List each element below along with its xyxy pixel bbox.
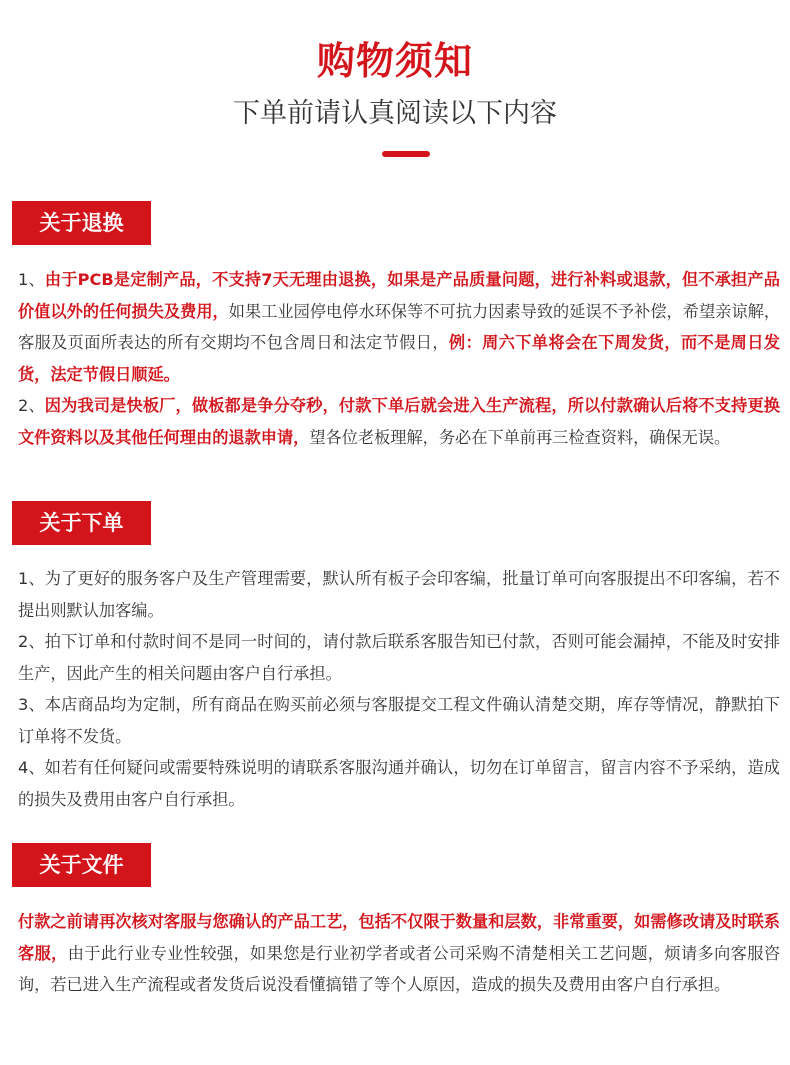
page-subtitle: 下单前请认真阅读以下内容	[233, 98, 557, 129]
returns-item-2-number: 2、	[18, 396, 45, 415]
returns-item-1-text: 如果工业园停电停水环保等不可抗力因素导致的延误不予补偿，希望亲谅解，客服及页面所表达的所有交期均不包含周日和法定节假日，	[18, 301, 781, 352]
section-tag-ordering: 关于下单	[12, 501, 151, 545]
page-title: 购物须知	[316, 39, 473, 83]
returns-item-2-emphasis: 因为我司是快板厂，做板都是争分夺秒，付款下单后就会进入生产流程，所以付款确认后将不支持更换文件资料以及其他任何理由的退款申请，	[18, 396, 780, 447]
ordering-item-1: 1、为了更好的服务客户及生产管理需要，默认所有板子会印客编，批量订单可向客服提出不印客编，若不提出则默认加客编。	[18, 569, 780, 620]
section-tag-returns: 关于退换	[12, 201, 151, 245]
page-header	[0, 0, 790, 170]
title-underline-divider	[382, 151, 430, 157]
returns-item-2-text: 望各位老板理解，务必在下单前再三检查资料，确保无误。	[309, 427, 731, 447]
returns-item-2	[18, 390, 780, 453]
files-emphasis: 付款之前请再次核对客服与您确认的产品工艺，包括不仅限于数量和层数，非常重要，如需修改请及时联系客服，	[18, 912, 780, 963]
returns-item-1-example: 例：周六下单将会在下周发货，而不是周日发货，法定节假日顺延。	[18, 333, 781, 384]
returns-item-1-number: 1、	[18, 270, 45, 289]
returns-item-1-emphasis: 由于PCB是定制产品，不支持7天无理由退换，如果是产品质量问题，进行补料或退款，但不承担产品价值以外的任何损失及费用，	[18, 270, 780, 321]
section-tag-files: 关于文件	[12, 843, 151, 887]
ordering-item-2: 2、拍下订单和付款时间不是同一时间的，请付款后联系客服告知已付款，否则可能会漏掉，不能及时安排生产，因此产生的相关问题由客户自行承担。	[18, 632, 780, 683]
files-paragraph	[18, 906, 780, 1001]
returns-item-1	[18, 264, 780, 390]
ordering-item-3: 3、本店商品均为定制，所有商品在购买前必须与客服提交工程文件确认清楚交期，库存等情况，静默拍下订单将不发货。	[18, 695, 780, 746]
files-text: 由于此行业专业性较强，如果您是行业初学者或者公司采购不清楚相关工艺问题，烦请多向客服咨询，若已进入生产流程或者发货后说没看懂搞错了等个人原因，造成的损失及费用由客户自行承担。	[18, 943, 781, 994]
ordering-item-4: 4、如若有任何疑问或需要特殊说明的请联系客服沟通并确认，切勿在订单留言，留言内容不予采纳，造成的损失及费用由客户自行承担。	[18, 758, 780, 809]
